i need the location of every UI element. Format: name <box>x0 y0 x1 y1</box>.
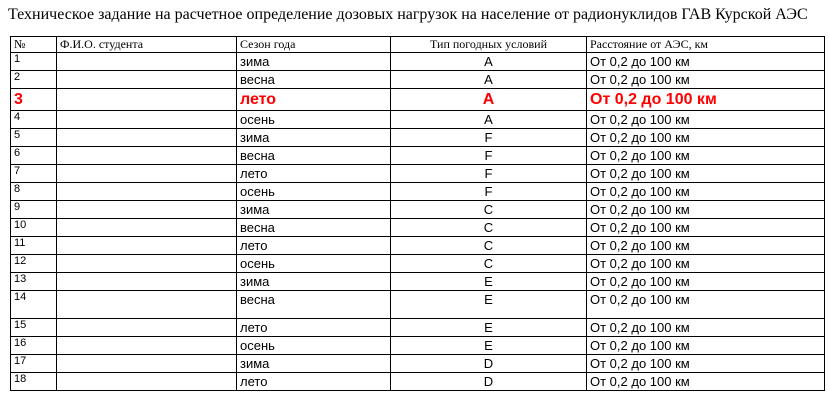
row-number: 12 <box>11 255 57 273</box>
distance-cell: От 0,2 до 100 км <box>587 71 825 89</box>
season-cell: лето <box>237 165 391 183</box>
student-name-cell <box>57 255 237 273</box>
header-number: № <box>11 37 57 53</box>
distance-cell: От 0,2 до 100 км <box>587 147 825 165</box>
row-number: 17 <box>11 355 57 373</box>
season-cell: весна <box>237 219 391 237</box>
student-name-cell <box>57 89 237 111</box>
table-row <box>11 373 825 391</box>
row-number: 8 <box>11 183 57 201</box>
table-row <box>11 255 825 273</box>
weather-type-cell: E <box>391 273 587 291</box>
row-number: 7 <box>11 165 57 183</box>
row-number: 15 <box>11 319 57 337</box>
table-row <box>11 89 825 111</box>
student-name-cell <box>57 355 237 373</box>
weather-type-cell: C <box>391 201 587 219</box>
weather-type-cell: F <box>391 129 587 147</box>
row-number: 10 <box>11 219 57 237</box>
row-number: 14 <box>11 291 57 319</box>
header-season: Сезон года <box>237 37 391 53</box>
student-name-cell <box>57 129 237 147</box>
weather-type-cell: E <box>391 337 587 355</box>
table-row <box>11 319 825 337</box>
student-name-cell <box>57 53 237 71</box>
header-weather-type: Тип погодных условий <box>391 37 587 53</box>
distance-cell: От 0,2 до 100 км <box>587 337 825 355</box>
table-row <box>11 273 825 291</box>
table-row <box>11 53 825 71</box>
distance-cell: От 0,2 до 100 км <box>587 291 825 319</box>
season-cell: лето <box>237 237 391 255</box>
season-cell: зима <box>237 53 391 71</box>
table-row <box>11 201 825 219</box>
table-row <box>11 355 825 373</box>
season-cell: осень <box>237 255 391 273</box>
table-row <box>11 165 825 183</box>
distance-cell: От 0,2 до 100 км <box>587 273 825 291</box>
table-row <box>11 147 825 165</box>
season-cell: осень <box>237 183 391 201</box>
weather-type-cell: D <box>391 355 587 373</box>
season-cell: весна <box>237 71 391 89</box>
season-cell: зима <box>237 273 391 291</box>
row-number: 3 <box>11 89 57 111</box>
weather-type-cell: A <box>391 71 587 89</box>
row-number: 11 <box>11 237 57 255</box>
season-cell: весна <box>237 147 391 165</box>
distance-cell: От 0,2 до 100 км <box>587 89 825 111</box>
weather-type-cell: C <box>391 219 587 237</box>
weather-type-cell: A <box>391 53 587 71</box>
distance-cell: От 0,2 до 100 км <box>587 201 825 219</box>
distance-cell: От 0,2 до 100 км <box>587 219 825 237</box>
weather-type-cell: E <box>391 319 587 337</box>
row-number: 2 <box>11 71 57 89</box>
season-cell: весна <box>237 291 391 319</box>
season-cell: осень <box>237 111 391 129</box>
student-name-cell <box>57 111 237 129</box>
row-number: 5 <box>11 129 57 147</box>
distance-cell: От 0,2 до 100 км <box>587 53 825 71</box>
table-row <box>11 337 825 355</box>
table-row <box>11 111 825 129</box>
weather-type-cell: F <box>391 165 587 183</box>
distance-cell: От 0,2 до 100 км <box>587 165 825 183</box>
student-name-cell <box>57 337 237 355</box>
table-row <box>11 291 825 319</box>
weather-type-cell: D <box>391 373 587 391</box>
season-cell: осень <box>237 337 391 355</box>
weather-type-cell: F <box>391 183 587 201</box>
table-header-row <box>11 37 825 53</box>
assignment-table <box>10 36 825 391</box>
student-name-cell <box>57 291 237 319</box>
distance-cell: От 0,2 до 100 км <box>587 255 825 273</box>
table-row <box>11 129 825 147</box>
weather-type-cell: F <box>391 147 587 165</box>
header-student-name: Ф.И.О. студента <box>57 37 237 53</box>
weather-type-cell: A <box>391 111 587 129</box>
weather-type-cell: C <box>391 237 587 255</box>
header-distance: Расстояние от АЭС, км <box>587 37 825 53</box>
weather-type-cell: C <box>391 255 587 273</box>
row-number: 6 <box>11 147 57 165</box>
row-number: 9 <box>11 201 57 219</box>
row-number: 13 <box>11 273 57 291</box>
season-cell: зима <box>237 201 391 219</box>
student-name-cell <box>57 165 237 183</box>
distance-cell: От 0,2 до 100 км <box>587 319 825 337</box>
table-row <box>11 237 825 255</box>
season-cell: лето <box>237 89 391 111</box>
table-row <box>11 71 825 89</box>
student-name-cell <box>57 183 237 201</box>
student-name-cell <box>57 71 237 89</box>
student-name-cell <box>57 319 237 337</box>
distance-cell: От 0,2 до 100 км <box>587 129 825 147</box>
student-name-cell <box>57 237 237 255</box>
season-cell: лето <box>237 319 391 337</box>
student-name-cell <box>57 273 237 291</box>
distance-cell: От 0,2 до 100 км <box>587 237 825 255</box>
weather-type-cell: A <box>391 89 587 111</box>
season-cell: зима <box>237 129 391 147</box>
distance-cell: От 0,2 до 100 км <box>587 355 825 373</box>
student-name-cell <box>57 201 237 219</box>
table-row <box>11 219 825 237</box>
distance-cell: От 0,2 до 100 км <box>587 111 825 129</box>
row-number: 18 <box>11 373 57 391</box>
row-number: 1 <box>11 53 57 71</box>
season-cell: зима <box>237 355 391 373</box>
distance-cell: От 0,2 до 100 км <box>587 373 825 391</box>
document-title: Техническое задание на расчетное определение дозовых нагрузок на население от радионуклидов ГАВ Курской АЭС <box>8 6 808 23</box>
student-name-cell <box>57 147 237 165</box>
weather-type-cell: E <box>391 291 587 319</box>
table-row <box>11 183 825 201</box>
student-name-cell <box>57 219 237 237</box>
season-cell: лето <box>237 373 391 391</box>
distance-cell: От 0,2 до 100 км <box>587 183 825 201</box>
row-number: 16 <box>11 337 57 355</box>
student-name-cell <box>57 373 237 391</box>
row-number: 4 <box>11 111 57 129</box>
